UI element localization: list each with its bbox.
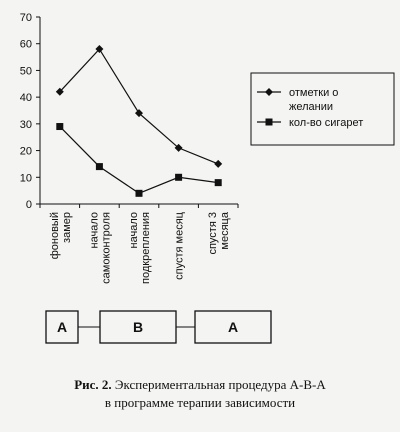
legend-marker-diamond [265, 88, 273, 96]
data-point-square [215, 179, 222, 186]
y-tick-label: 20 [19, 145, 32, 158]
y-tick-label: 60 [19, 38, 32, 51]
data-point-square [96, 163, 103, 170]
data-point-square [175, 174, 182, 181]
x-tick-label: начало [128, 212, 140, 249]
caption-line-1 [0, 377, 400, 393]
caption-label: Рис. 2. [74, 377, 112, 392]
phase-label: A [227, 319, 239, 335]
legend-label: желании [289, 101, 334, 113]
x-tick-label: спустя 3 [207, 212, 220, 255]
caption-title: Экспериментальная процедура А-В-А [114, 377, 326, 392]
y-tick-label: 0 [25, 199, 32, 211]
data-point-square [136, 190, 143, 197]
series-line-2 [60, 127, 218, 194]
y-tick-label: 50 [19, 65, 32, 78]
x-tick-label: спустя месяц [173, 212, 186, 280]
y-tick-label: 70 [19, 12, 32, 24]
legend-label: кол-во сигарет [289, 117, 364, 129]
legend-marker-square [266, 119, 273, 126]
data-point-diamond [214, 160, 222, 168]
series-line-1 [60, 49, 218, 164]
y-tick-label: 40 [19, 92, 32, 105]
y-tick-label: 30 [19, 118, 32, 131]
phase-label: B [132, 319, 144, 335]
x-tick-label: начало [88, 212, 101, 249]
legend-label: отметки о [289, 87, 339, 99]
x-tick-label: фоновый [48, 212, 61, 260]
x-tick-label: месяца [219, 212, 232, 250]
x-tick-label: самоконтроля [100, 212, 113, 284]
y-tick-label: 10 [19, 172, 32, 185]
x-tick-label: замер [60, 212, 73, 243]
data-point-square [56, 123, 63, 130]
caption-line-2: в программе терапии зависимости [104, 395, 296, 410]
phase-label: A [56, 319, 68, 335]
x-tick-label: подкрепления [140, 212, 152, 284]
